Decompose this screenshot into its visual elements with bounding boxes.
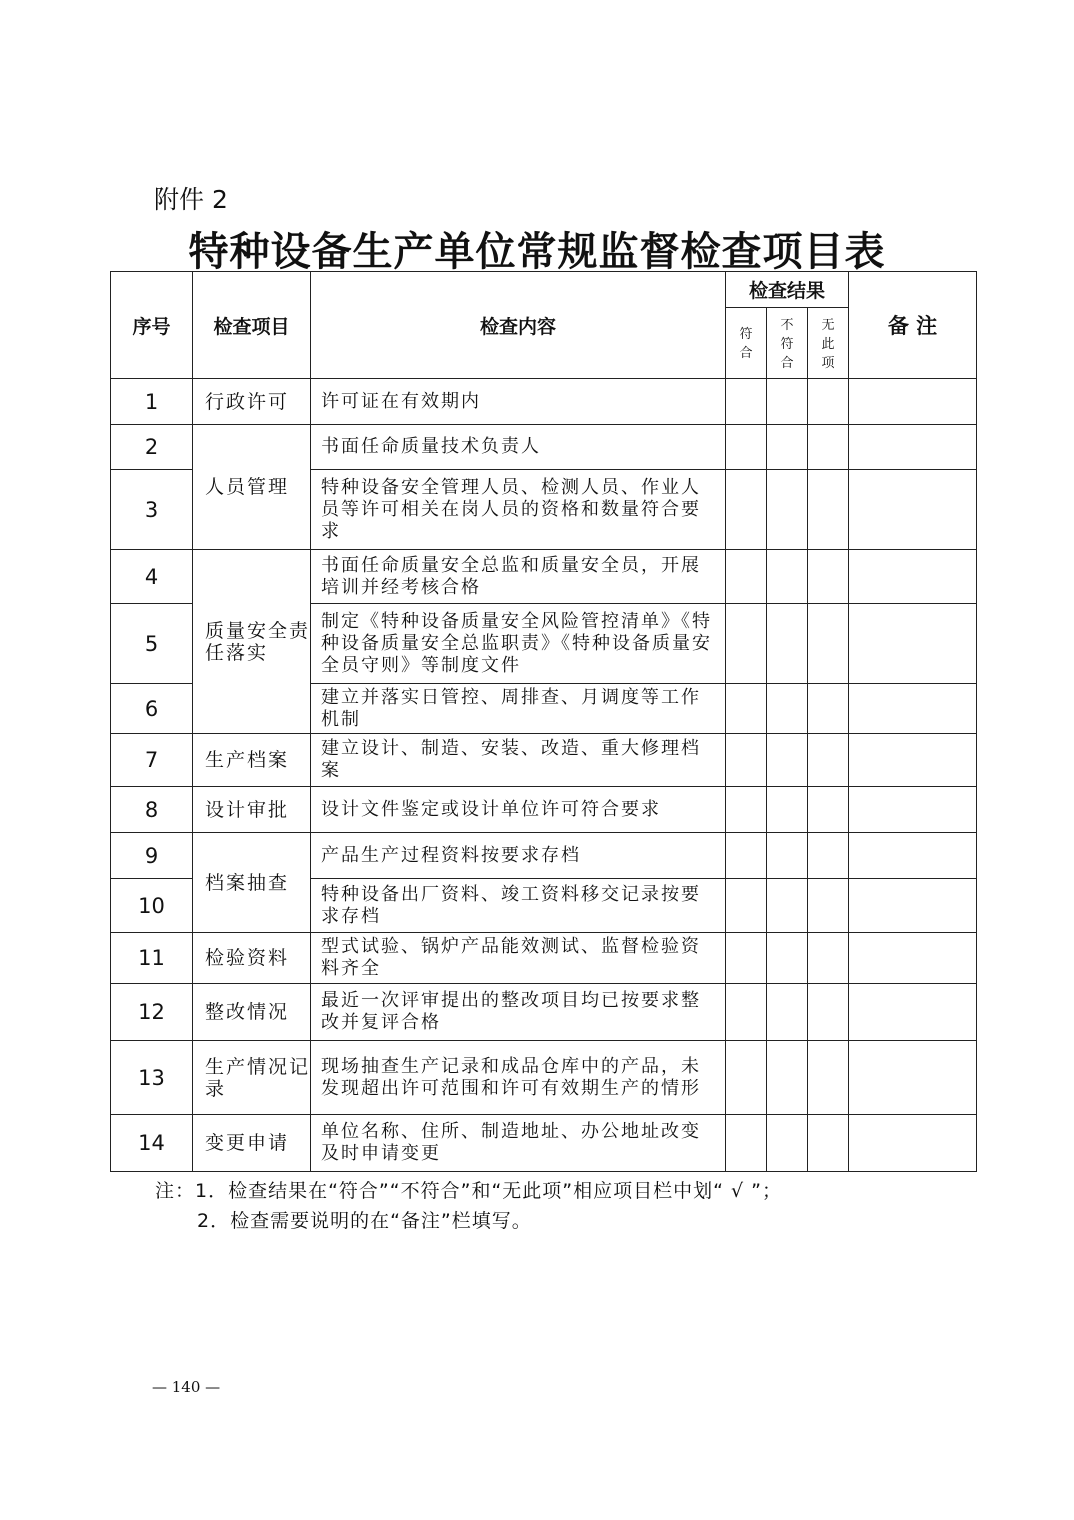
conform-cell[interactable] xyxy=(726,550,767,604)
nonconform-cell[interactable] xyxy=(767,833,808,879)
table-row xyxy=(111,734,977,787)
nonconform-cell[interactable] xyxy=(767,550,808,604)
page-number: — 140 — xyxy=(152,1378,221,1396)
remark-cell[interactable] xyxy=(849,787,977,833)
table-row xyxy=(111,379,977,425)
row-content: 设计文件鉴定或设计单位许可符合要求 xyxy=(311,787,726,833)
remark-cell[interactable] xyxy=(849,470,977,550)
na-cell[interactable] xyxy=(808,984,849,1041)
row-item: 人员管理 xyxy=(193,425,311,550)
note-line-2: 2．检查需要说明的在“备注”栏填写。 xyxy=(197,1210,532,1232)
row-content: 现场抽查生产记录和成品仓库中的产品，未发现超出许可范围和许可有效期生产的情形 xyxy=(311,1041,726,1115)
row-number: 12 xyxy=(111,984,193,1041)
row-content: 最近一次评审提出的整改项目均已按要求整改并复评合格 xyxy=(311,984,726,1041)
conform-cell[interactable] xyxy=(726,984,767,1041)
row-item: 档案抽查 xyxy=(193,833,311,933)
na-cell[interactable] xyxy=(808,1041,849,1115)
table-row xyxy=(111,1041,977,1115)
conform-cell[interactable] xyxy=(726,1041,767,1115)
na-cell[interactable] xyxy=(808,550,849,604)
header-item: 检查项目 xyxy=(193,272,311,379)
nonconform-cell[interactable] xyxy=(767,1041,808,1115)
remark-cell[interactable] xyxy=(849,833,977,879)
row-item: 设计审批 xyxy=(193,787,311,833)
row-number: 5 xyxy=(111,604,193,684)
header-content: 检查内容 xyxy=(311,272,726,379)
nonconform-cell[interactable] xyxy=(767,787,808,833)
conform-cell[interactable] xyxy=(726,604,767,684)
inspection-table xyxy=(110,271,977,1172)
row-item: 变更申请 xyxy=(193,1115,311,1172)
table-row xyxy=(111,425,977,470)
row-content: 产品生产过程资料按要求存档 xyxy=(311,833,726,879)
nonconform-cell[interactable] xyxy=(767,933,808,984)
row-number: 11 xyxy=(111,933,193,984)
header-seq: 序号 xyxy=(111,272,193,379)
row-content: 特种设备安全管理人员、检测人员、作业人员等许可相关在岗人员的资格和数量符合要求 xyxy=(311,470,726,550)
conform-cell[interactable] xyxy=(726,379,767,425)
row-content: 制定《特种设备质量安全风险管控清单》《特种设备质量安全总监职责》《特种设备质量安全员守则》等制度文件 xyxy=(311,604,726,684)
table-row xyxy=(111,984,977,1041)
row-number: 3 xyxy=(111,470,193,550)
nonconform-cell[interactable] xyxy=(767,734,808,787)
row-number: 10 xyxy=(111,879,193,933)
row-number: 8 xyxy=(111,787,193,833)
row-number: 7 xyxy=(111,734,193,787)
remark-cell[interactable] xyxy=(849,734,977,787)
conform-cell[interactable] xyxy=(726,787,767,833)
na-cell[interactable] xyxy=(808,684,849,734)
remark-cell[interactable] xyxy=(849,425,977,470)
row-number: 1 xyxy=(111,379,193,425)
na-cell[interactable] xyxy=(808,1115,849,1172)
na-cell[interactable] xyxy=(808,734,849,787)
row-number: 2 xyxy=(111,425,193,470)
row-content: 建立并落实日管控、周排查、月调度等工作机制 xyxy=(311,684,726,734)
table-notes xyxy=(155,1176,782,1236)
na-cell[interactable] xyxy=(808,425,849,470)
na-cell[interactable] xyxy=(808,787,849,833)
row-content: 书面任命质量安全总监和质量安全员，开展培训并经考核合格 xyxy=(311,550,726,604)
conform-cell[interactable] xyxy=(726,933,767,984)
conform-cell[interactable] xyxy=(726,684,767,734)
row-number: 13 xyxy=(111,1041,193,1115)
conform-cell[interactable] xyxy=(726,425,767,470)
row-item: 生产档案 xyxy=(193,734,311,787)
na-cell[interactable] xyxy=(808,833,849,879)
na-cell[interactable] xyxy=(808,470,849,550)
header-remark: 备 注 xyxy=(849,272,977,379)
remark-cell[interactable] xyxy=(849,684,977,734)
remark-cell[interactable] xyxy=(849,933,977,984)
remark-cell[interactable] xyxy=(849,879,977,933)
remark-cell[interactable] xyxy=(849,1041,977,1115)
table-row xyxy=(111,933,977,984)
header-conform: 符 合 xyxy=(726,308,767,379)
conform-cell[interactable] xyxy=(726,470,767,550)
na-cell[interactable] xyxy=(808,379,849,425)
remark-cell[interactable] xyxy=(849,379,977,425)
row-content: 建立设计、制造、安装、改造、重大修理档案 xyxy=(311,734,726,787)
table-row xyxy=(111,1115,977,1172)
row-number: 4 xyxy=(111,550,193,604)
nonconform-cell[interactable] xyxy=(767,379,808,425)
row-number: 14 xyxy=(111,1115,193,1172)
row-item: 检验资料 xyxy=(193,933,311,984)
row-item: 整改情况 xyxy=(193,984,311,1041)
na-cell[interactable] xyxy=(808,879,849,933)
nonconform-cell[interactable] xyxy=(767,425,808,470)
conform-cell[interactable] xyxy=(726,879,767,933)
row-number: 6 xyxy=(111,684,193,734)
remark-cell[interactable] xyxy=(849,604,977,684)
row-item: 生产情况记录 xyxy=(193,1041,311,1115)
table-row xyxy=(111,550,977,604)
nonconform-cell[interactable] xyxy=(767,984,808,1041)
remark-cell[interactable] xyxy=(849,1115,977,1172)
note-line-1: 注：1．检查结果在“符合”“不符合”和“无此项”相应项目栏中划“ √ ”； xyxy=(155,1180,783,1202)
header-nonconform: 不 符 合 xyxy=(767,308,808,379)
attachment-label: 附件 2 xyxy=(154,185,228,214)
remark-cell[interactable] xyxy=(849,550,977,604)
row-content: 单位名称、住所、制造地址、办公地址改变及时申请变更 xyxy=(311,1115,726,1172)
row-item: 行政许可 xyxy=(193,379,311,425)
table-row xyxy=(111,833,977,879)
remark-cell[interactable] xyxy=(849,984,977,1041)
table-row xyxy=(111,787,977,833)
conform-cell[interactable] xyxy=(726,1115,767,1172)
na-cell[interactable] xyxy=(808,604,849,684)
conform-cell[interactable] xyxy=(726,833,767,879)
nonconform-cell[interactable] xyxy=(767,684,808,734)
na-cell[interactable] xyxy=(808,933,849,984)
page-title: 特种设备生产单位常规监督检查项目表 xyxy=(188,229,886,275)
nonconform-cell[interactable] xyxy=(767,879,808,933)
header-na: 无 此 项 xyxy=(808,308,849,379)
nonconform-cell[interactable] xyxy=(767,470,808,550)
header-result: 检查结果 xyxy=(726,272,849,308)
nonconform-cell[interactable] xyxy=(767,604,808,684)
row-content: 许可证在有效期内 xyxy=(311,379,726,425)
row-content: 型式试验、锅炉产品能效测试、监督检验资料齐全 xyxy=(311,933,726,984)
row-item: 质量安全责任落实 xyxy=(193,550,311,734)
nonconform-cell[interactable] xyxy=(767,1115,808,1172)
row-number: 9 xyxy=(111,833,193,879)
row-content: 特种设备出厂资料、竣工资料移交记录按要求存档 xyxy=(311,879,726,933)
row-content: 书面任命质量技术负责人 xyxy=(311,425,726,470)
conform-cell[interactable] xyxy=(726,734,767,787)
